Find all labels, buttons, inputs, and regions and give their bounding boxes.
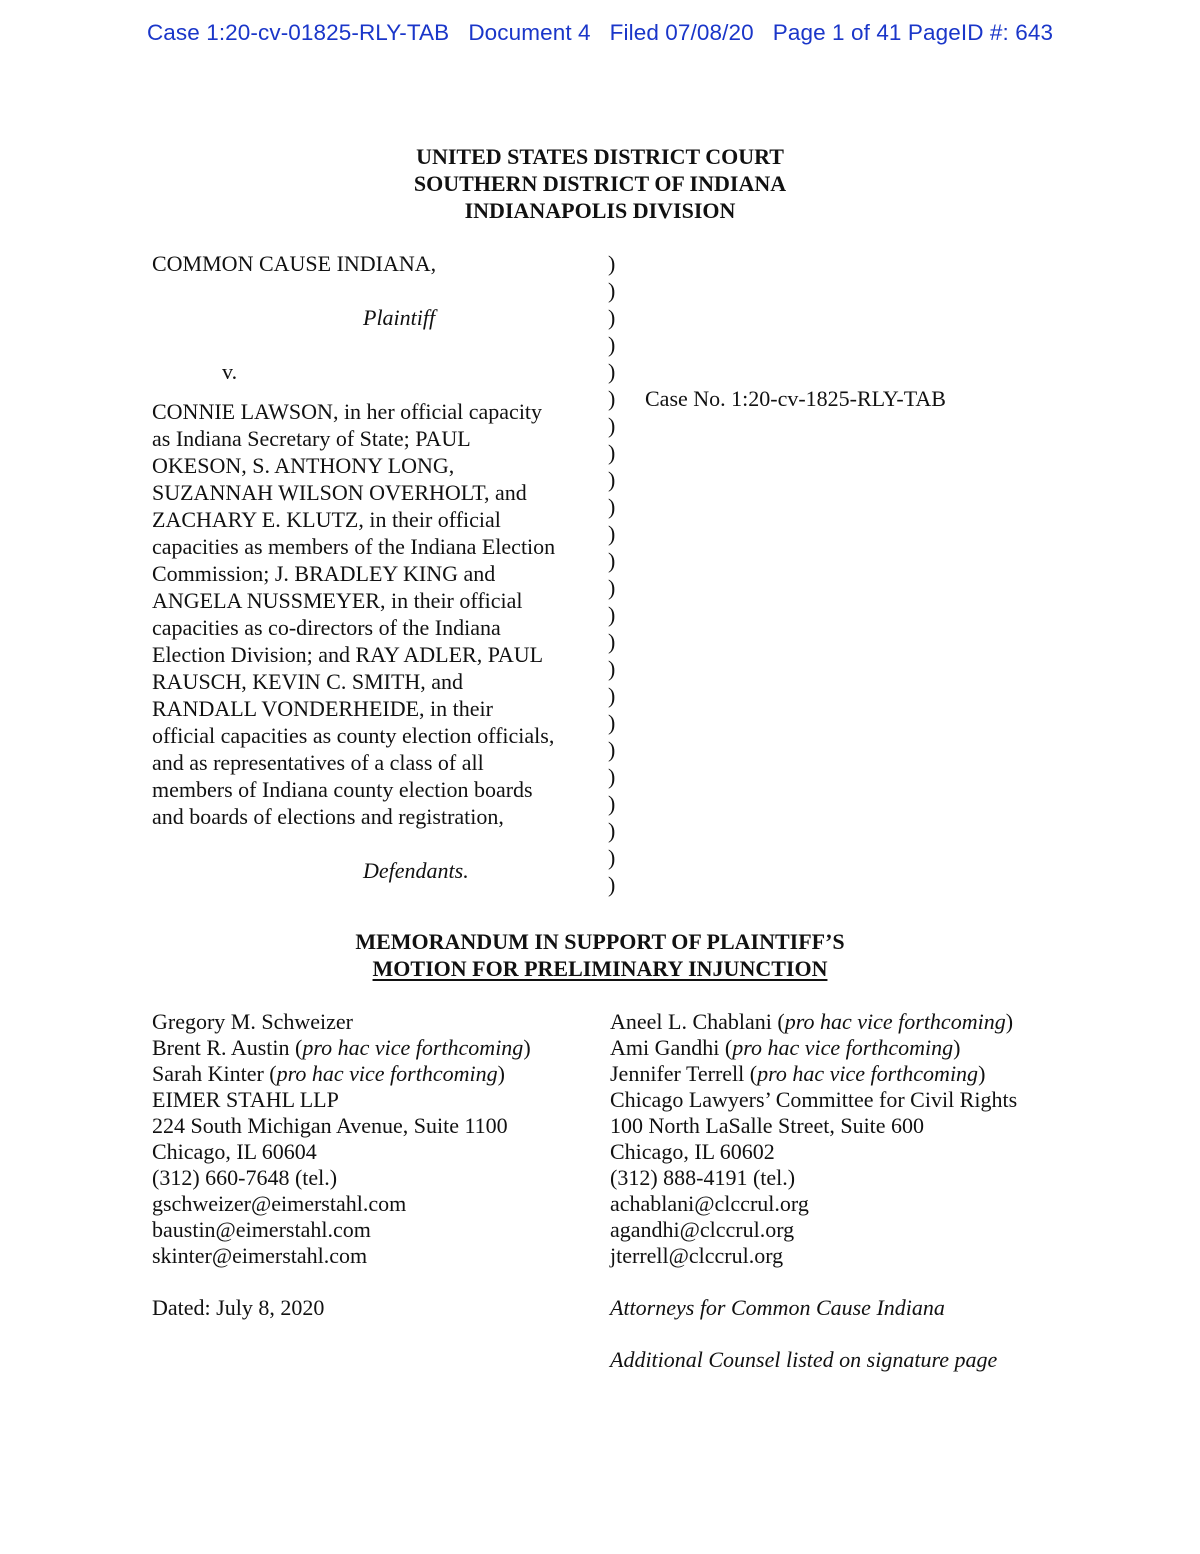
firm-name: EIMER STAHL LLP bbox=[152, 1087, 339, 1112]
defendants-line: capacities as co-directors of the Indiana bbox=[152, 615, 501, 640]
firm-name: Chicago Lawyers’ Committee for Civil Rights bbox=[610, 1087, 1018, 1112]
defendants-line: RANDALL VONDERHEIDE, in their bbox=[152, 696, 493, 721]
attorney-email: skinter@eimerstahl.com bbox=[152, 1243, 368, 1268]
defendants-role: Defendants. bbox=[363, 858, 469, 883]
plaintiff-role: Plaintiff bbox=[363, 305, 436, 330]
attorney-name: Ami Gandhi (pro hac vice forthcoming) bbox=[610, 1035, 961, 1060]
attorney-email: jterrell@clccrul.org bbox=[610, 1243, 784, 1268]
firm-city: Chicago, IL 60604 bbox=[152, 1139, 317, 1164]
ecf-filing-header: Case 1:20-cv-01825-RLY-TAB Document 4 Filed 07/08/20 Page 1 of 41 PageID #: 643 bbox=[146, 20, 1054, 45]
defendants-line: Commission; J. BRADLEY KING and bbox=[152, 561, 496, 586]
filing-date: Dated: July 8, 2020 bbox=[152, 1295, 325, 1320]
plaintiff-name: COMMON CAUSE INDIANA, bbox=[152, 251, 437, 276]
caption-parentheses: ) ) ) ) ) ) ) ) ) ) ) ) ) ) ) ) ) ) ) ) ) ) ) ) bbox=[608, 251, 616, 897]
defendants-line: OKESON, S. ANTHONY LONG, bbox=[152, 453, 455, 478]
additional-counsel-note: Additional Counsel listed on signature page bbox=[610, 1347, 998, 1372]
court-name: UNITED STATES DISTRICT COURT bbox=[416, 144, 784, 169]
case-number: Case No. 1:20-cv-1825-RLY-TAB bbox=[645, 386, 946, 411]
attorney-name: Sarah Kinter (pro hac vice forthcoming) bbox=[152, 1061, 505, 1086]
defendants-line: official capacities as county election officials, bbox=[152, 723, 555, 748]
court-heading bbox=[0, 143, 1200, 224]
attorney-email: baustin@eimerstahl.com bbox=[152, 1217, 371, 1242]
attorney-email: achablani@clccrul.org bbox=[610, 1191, 809, 1216]
defendants-line: SUZANNAH WILSON OVERHOLT, and bbox=[152, 480, 527, 505]
defendants-line: as Indiana Secretary of State; PAUL bbox=[152, 426, 471, 451]
defendants-line: and as representatives of a class of all bbox=[152, 750, 484, 775]
defendants-line: ANGELA NUSSMEYER, in their official bbox=[152, 588, 523, 613]
attorney-name: Jennifer Terrell (pro hac vice forthcoming) bbox=[610, 1061, 986, 1086]
defendants-line: RAUSCH, KEVIN C. SMITH, and bbox=[152, 669, 464, 694]
defendants-line: CONNIE LAWSON, in her official capacity bbox=[152, 399, 543, 424]
attorney-name: Gregory M. Schweizer bbox=[152, 1009, 353, 1034]
defendants-line: members of Indiana county election boards bbox=[152, 777, 533, 802]
firm-phone: (312) 888-4191 (tel.) bbox=[610, 1165, 796, 1190]
firm-phone: (312) 660-7648 (tel.) bbox=[152, 1165, 338, 1190]
attorney-email: agandhi@clccrul.org bbox=[610, 1217, 795, 1242]
court-district: SOUTHERN DISTRICT OF INDIANA bbox=[413, 171, 787, 196]
counsel-block-right bbox=[610, 1009, 1017, 1269]
defendants-line: capacities as members of the Indiana Election bbox=[152, 534, 556, 559]
attorney-email: gschweizer@eimerstahl.com bbox=[152, 1191, 407, 1216]
defendants-line: ZACHARY E. KLUTZ, in their official bbox=[152, 507, 501, 532]
title-line-1: MEMORANDUM IN SUPPORT OF PLAINTIFF’S bbox=[355, 929, 845, 954]
versus-label: v. bbox=[222, 359, 238, 384]
defendants-line: Election Division; and RAY ADLER, PAUL bbox=[152, 642, 544, 667]
attorney-name: Brent R. Austin (pro hac vice forthcoming) bbox=[152, 1035, 531, 1060]
document-title bbox=[0, 928, 1200, 982]
defendants-line: and boards of elections and registration, bbox=[152, 804, 504, 829]
firm-address: 224 South Michigan Avenue, Suite 1100 bbox=[152, 1113, 508, 1138]
counsel-block-left bbox=[152, 1009, 531, 1269]
court-division: INDIANAPOLIS DIVISION bbox=[464, 198, 736, 223]
attorney-name: Aneel L. Chablani (pro hac vice forthcoming) bbox=[610, 1009, 1014, 1034]
title-line-2: MOTION FOR PRELIMINARY INJUNCTION bbox=[372, 956, 828, 981]
attorneys-for-label: Attorneys for Common Cause Indiana bbox=[610, 1295, 945, 1320]
firm-city: Chicago, IL 60602 bbox=[610, 1139, 775, 1164]
firm-address: 100 North LaSalle Street, Suite 600 bbox=[610, 1113, 925, 1138]
case-caption-parties bbox=[152, 250, 597, 884]
